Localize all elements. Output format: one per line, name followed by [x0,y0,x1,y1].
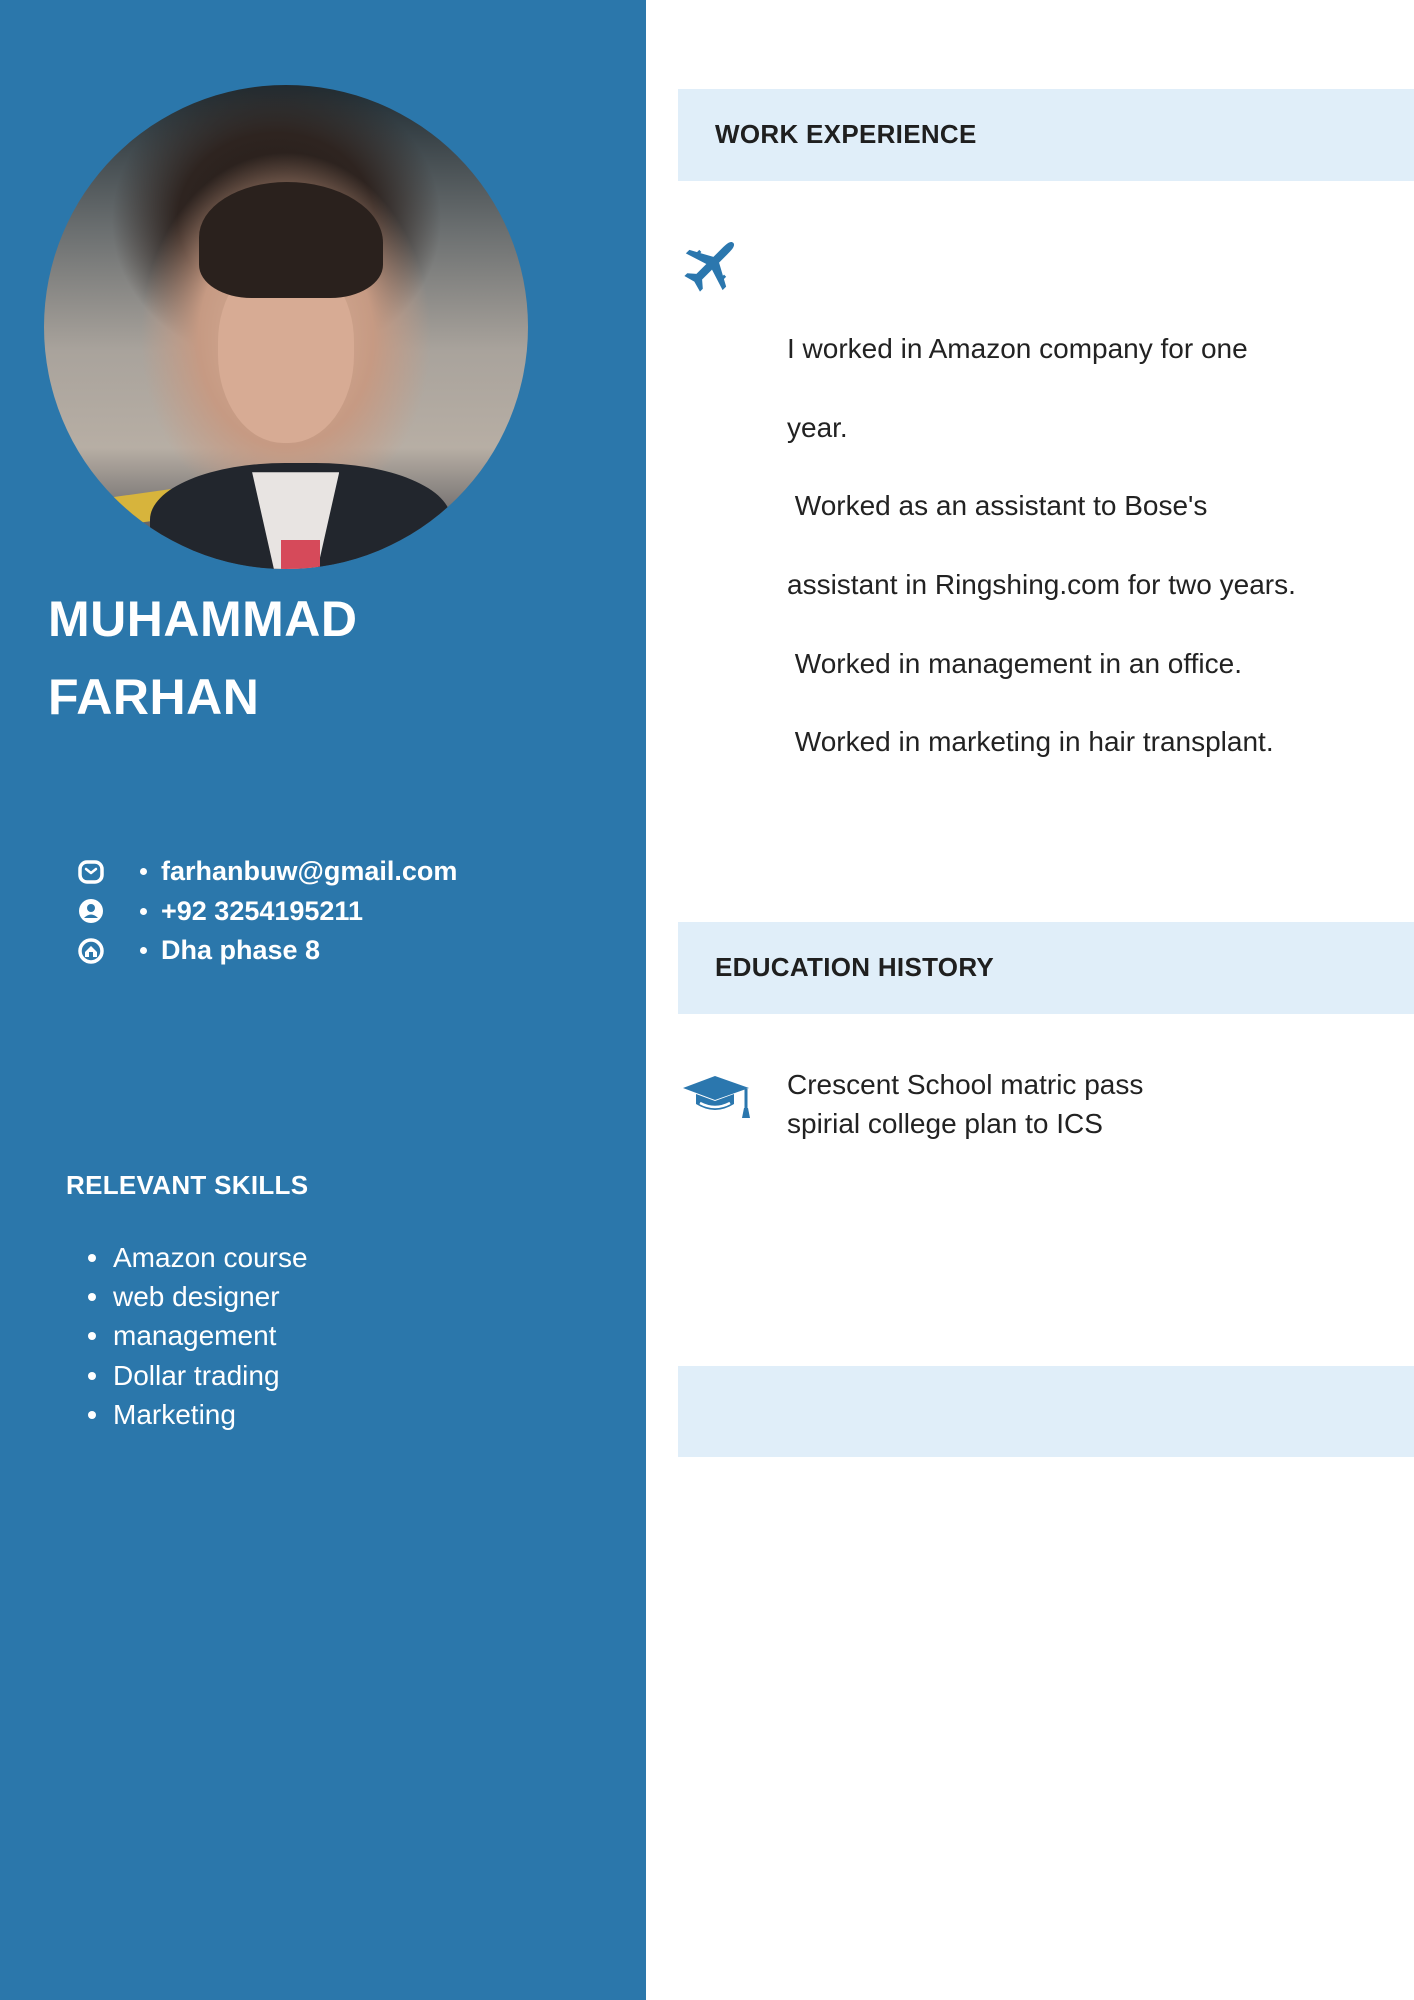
work-experience-header [678,89,1414,181]
bullet [88,1372,96,1380]
skill-label: Dollar trading [113,1359,280,1391]
education-text [787,1065,1347,1144]
name-first: MUHAMMAD [48,591,358,647]
education-history-header [678,922,1414,1014]
work-experience-text [787,290,1347,801]
skill-label: web designer [113,1280,280,1312]
bullet [140,947,147,954]
skill-label: management [113,1320,277,1352]
graduation-cap-icon [683,1074,757,1122]
work-line: Worked in management in an office. [787,647,1242,679]
education-line: Crescent School matric pass [787,1069,1144,1100]
photo-hair [199,182,383,298]
photo-tie [281,540,320,569]
full-name [48,580,608,736]
contact-email[interactable] [78,852,618,892]
skill-item [88,1395,308,1434]
bullet [88,1254,96,1262]
bullet [88,1293,96,1301]
email-icon [78,859,104,885]
bullet [88,1411,96,1419]
skills-heading: RELEVANT SKILLS [66,1170,309,1200]
skill-item [88,1277,308,1316]
work-line: Worked as an assistant to Bose's [787,490,1208,522]
skill-item [88,1238,308,1277]
sidebar [0,0,646,2000]
skill-label: Amazon course [113,1241,308,1273]
airplane-icon [680,232,744,296]
empty-section-header [678,1366,1414,1457]
skill-item [88,1356,308,1395]
work-experience-title: WORK EXPERIENCE [715,119,977,149]
contact-list [78,852,618,971]
work-line: year. [787,411,848,443]
education-history-title: EDUCATION HISTORY [715,952,995,982]
email-text: farhanbuw@gmail.com [161,856,458,887]
bullet [140,868,147,875]
address-text: Dha phase 8 [161,935,321,966]
education-line: spirial college plan to ICS [787,1108,1103,1140]
user-icon [78,898,104,924]
work-line: Worked in marketing in hair transplant. [787,726,1274,758]
home-icon [78,938,104,964]
name-last: FARHAN [48,669,260,725]
skill-item [88,1317,308,1356]
bullet [140,908,147,915]
work-line: I worked in Amazon company for one [787,333,1248,365]
phone-text: +92 3254195211 [161,895,363,926]
bullet [88,1332,96,1340]
skills-list [88,1238,308,1434]
skill-label: Marketing [113,1398,236,1430]
work-line: assistant in Ringshing.com for two years. [787,569,1296,601]
contact-address[interactable] [78,931,618,971]
profile-photo [44,85,528,569]
contact-phone[interactable] [78,892,618,932]
